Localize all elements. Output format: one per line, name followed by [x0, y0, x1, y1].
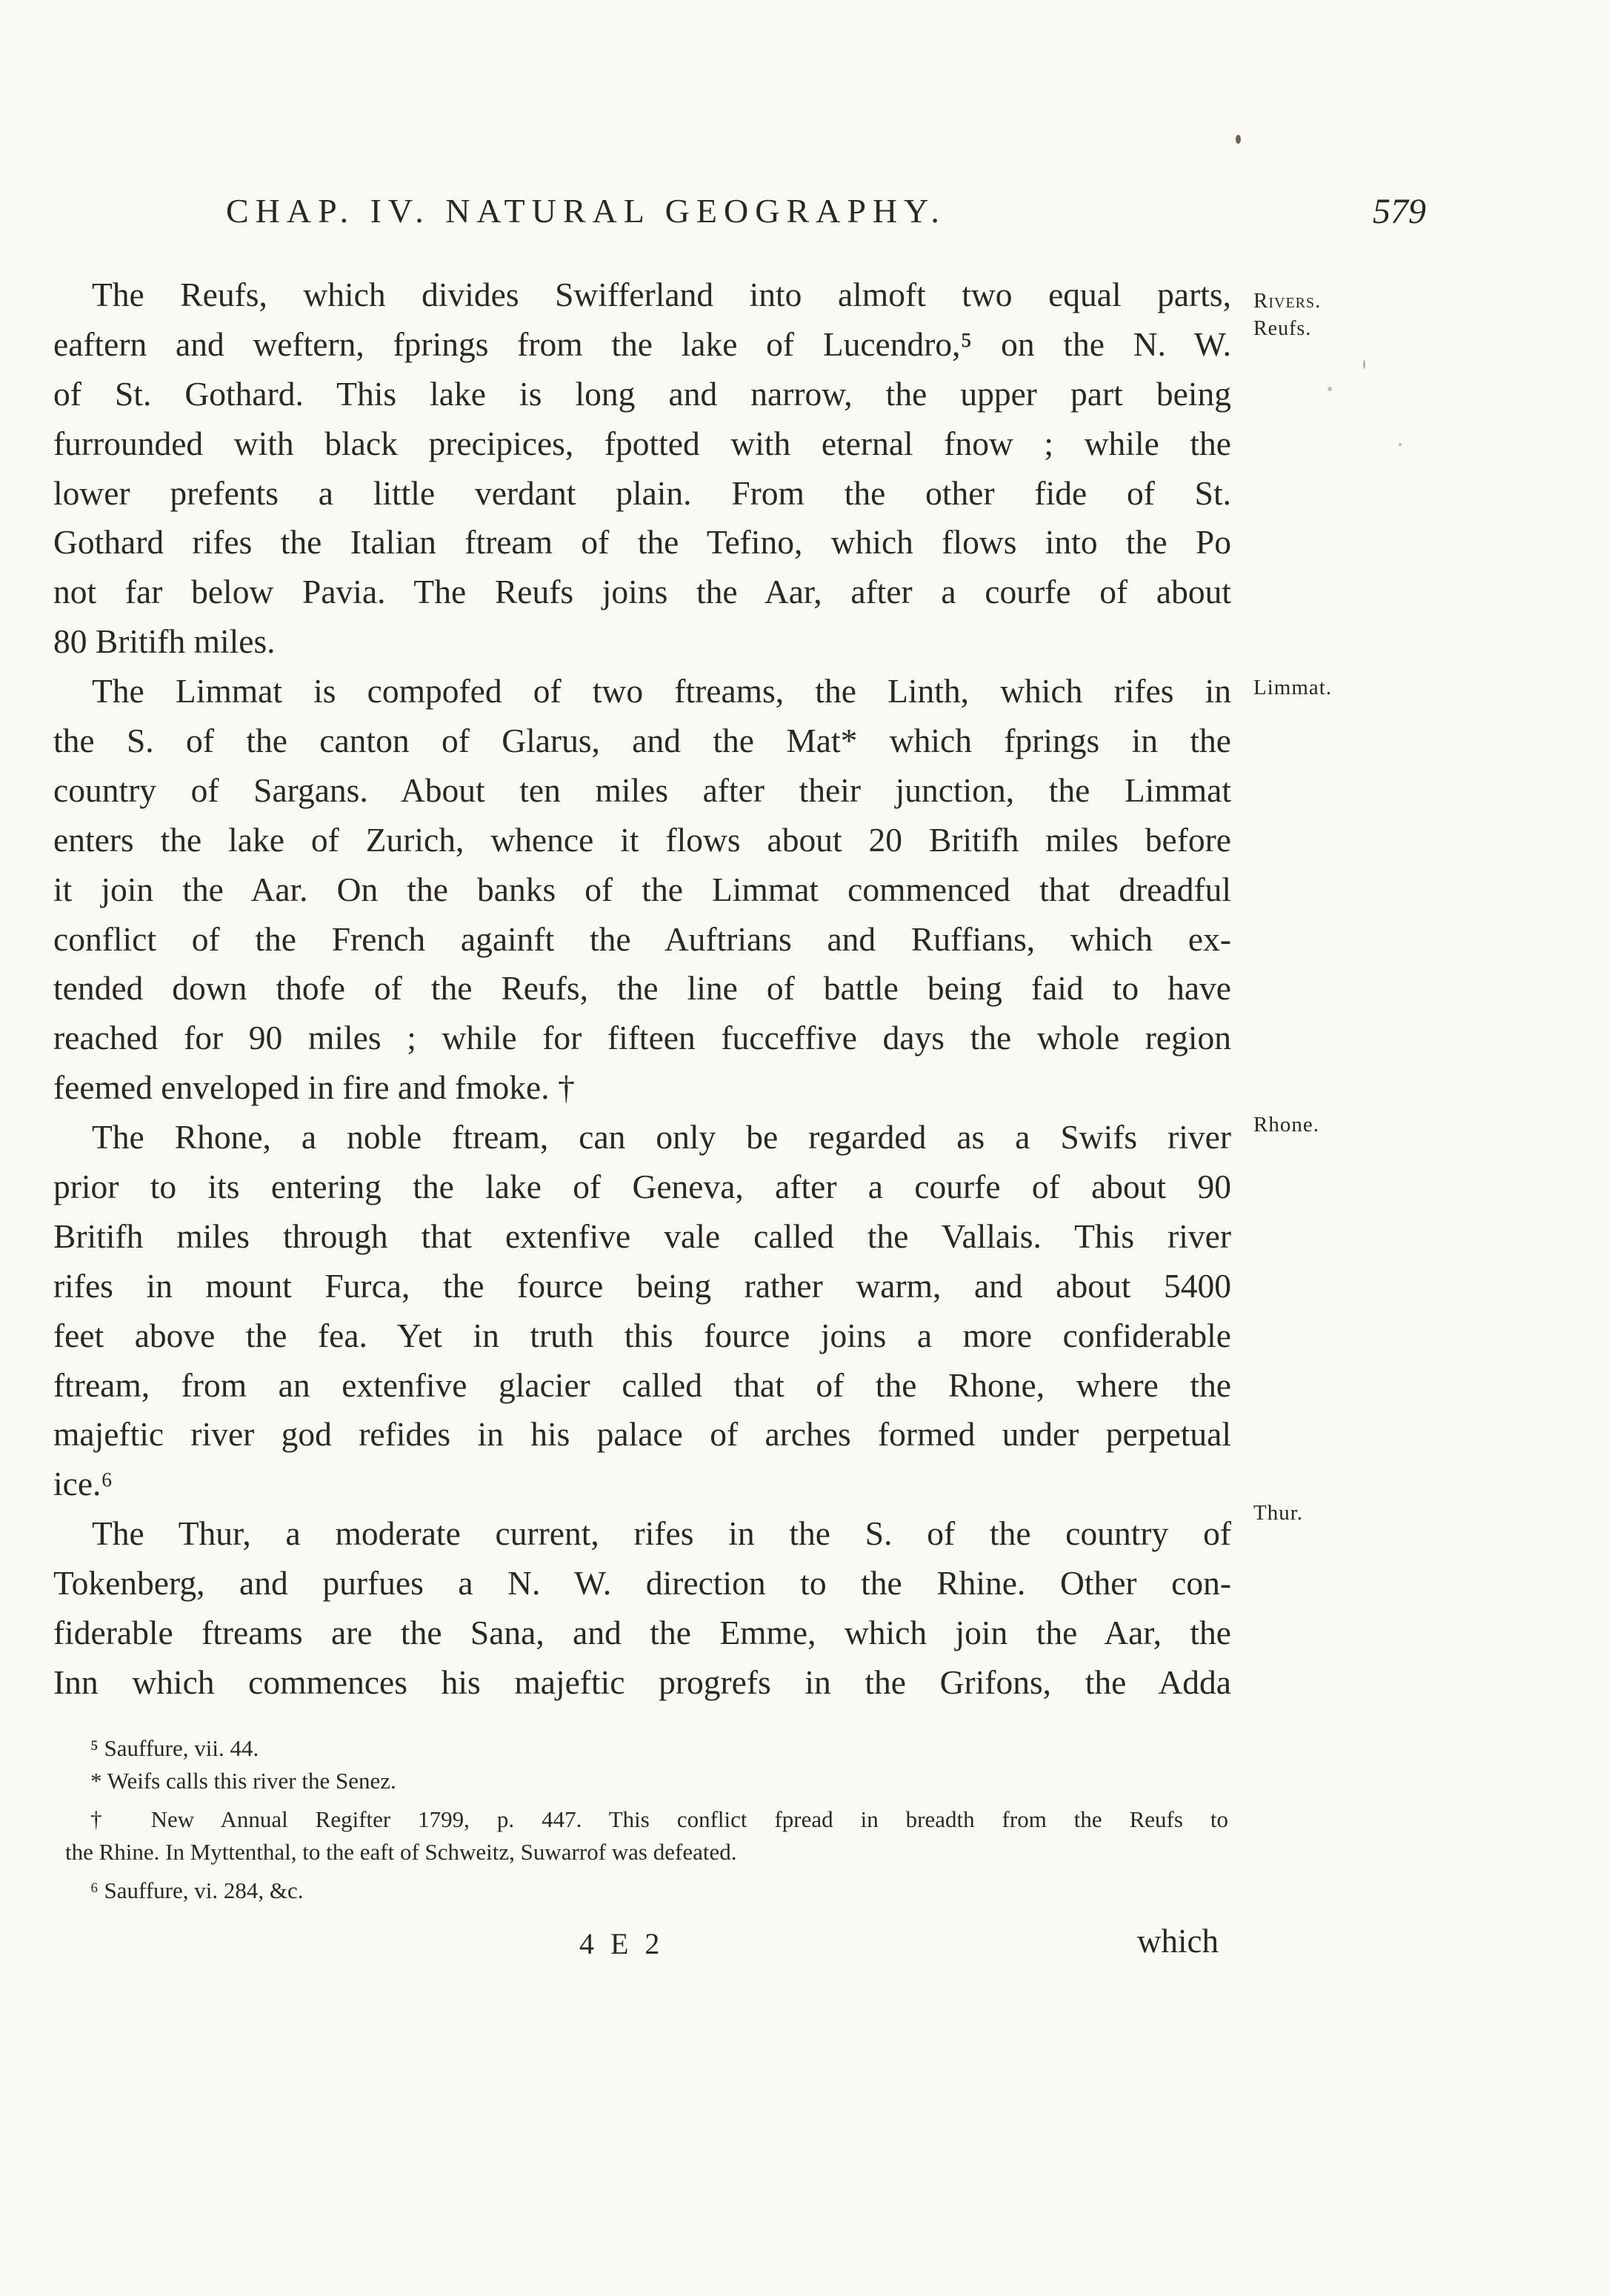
text-line: reached for 90 miles ; while for fifteen fucceffive days the whole region — [53, 1019, 1231, 1057]
text-line: The Rhone, a noble ftream, can only be regarded as a Swifs river — [92, 1118, 1231, 1157]
text-line: Gothard rifes the Italian ftream of the Tefino, which flows into the Po — [53, 523, 1231, 562]
paper-speck — [1399, 443, 1402, 446]
footnotes — [65, 1732, 1250, 1907]
text-line: tended down thofe of the Reufs, the line of battle being faid to have — [53, 969, 1231, 1008]
footnote: ⁵ Sauffure, vii. 44. — [90, 1735, 259, 1761]
text-line: feemed enveloped in fire and fmoke. † — [53, 1068, 575, 1107]
text-line: conflict of the French againft the Auftrians and Ruffians, which ex- — [53, 919, 1231, 958]
text-line: the S. of the canton of Glarus, and the Mat* which fprings in the — [53, 722, 1231, 760]
text-line: prior to its entering the lake of Geneva, after a courfe of about 90 — [53, 1168, 1231, 1206]
text-line: rifes in mount Furca, the fource being rather warm, and about 5400 — [53, 1266, 1231, 1305]
running-header — [226, 191, 1426, 243]
text-line: lower prefents a little verdant plain. From the other fide of St. — [53, 473, 1231, 512]
text-line: The Limmat is compofed of two ftreams, the Linth, which rifes in — [92, 672, 1231, 711]
text-line: enters the lake of Zurich, whence it flows about 20 Britifh miles before — [53, 820, 1231, 859]
footnote: ⁶ Sauffure, vi. 284, &c. — [90, 1877, 304, 1903]
paper-speck — [1327, 387, 1332, 391]
text-line: fiderable ftreams are the Sana, and the Emme, which join the Aar, the — [53, 1614, 1231, 1652]
paper-speck — [1236, 135, 1241, 144]
sidenote-rivers: Rivers. — [1253, 289, 1322, 313]
footnote: † New Annual Regifter 1799, p. 447. This conflict fpread in breadth from the Reufs to — [90, 1806, 1228, 1832]
text-line: The Thur, a moderate current, rifes in the S. of the country of — [92, 1514, 1231, 1553]
text-line: majeftic river god refides in his palace of arches formed under perpetual — [53, 1415, 1231, 1454]
text-line: 80 Britifh miles. — [53, 622, 276, 661]
text-line: ftream, from an extenfive glacier called that of the Rhone, where the — [53, 1365, 1231, 1404]
text-line: The Reufs, which divides Swifferland into almoft two equal parts, — [92, 276, 1231, 313]
footnote-continuation: the Rhine. In Myttenthal, to the eaft of Schweitz, Suwarrof was defeated. — [65, 1839, 737, 1865]
sidenote-thur: Thur. — [1253, 1501, 1304, 1525]
text-line: furrounded with black precipices, fpotted with eternal fnow ; while the — [53, 424, 1231, 462]
chapter-title: CHAP. IV. NATURAL GEOGRAPHY. — [226, 192, 946, 230]
text-line: not far below Pavia. The Reufs joins the Aar, after a courfe of about — [53, 573, 1231, 611]
text-line: feet above the fea. Yet in truth this fource joins a more confiderable — [53, 1316, 1231, 1354]
text-line: country of Sargans. About ten miles after their junction, the Limmat — [53, 771, 1231, 809]
catchword: which — [1137, 1923, 1219, 1960]
text-line: Britifh miles through that extenfive vale called the Vallais. This river — [53, 1217, 1231, 1255]
text-line: eaftern and weftern, fprings from the lake of Lucendro,⁵ on the N. W. — [53, 325, 1231, 363]
signature-mark: 4 E 2 — [579, 1927, 664, 1960]
text-line: Tokenberg, and purfues a N. W. direction to the Rhine. Other con- — [53, 1564, 1231, 1603]
text-line: ice.⁶ — [53, 1465, 113, 1503]
footnote: * Weifs calls this river the Senez. — [90, 1768, 396, 1794]
sidenote-limmat: Limmat. — [1253, 676, 1333, 699]
text-line: Inn which commences his majeftic progrefs in the Grifons, the Adda — [53, 1663, 1231, 1701]
paper-speck — [1363, 360, 1365, 369]
body-text — [53, 270, 1231, 1708]
text-line: of St. Gothard. This lake is long and narrow, the upper part being — [53, 374, 1231, 413]
sidenote-reufs: Reufs. — [1253, 317, 1312, 340]
page-number: 579 — [1373, 192, 1426, 231]
text-line: it join the Aar. On the banks of the Limmat commenced that dreadful — [53, 870, 1231, 908]
sidenote-rhone: Rhone. — [1253, 1113, 1319, 1137]
